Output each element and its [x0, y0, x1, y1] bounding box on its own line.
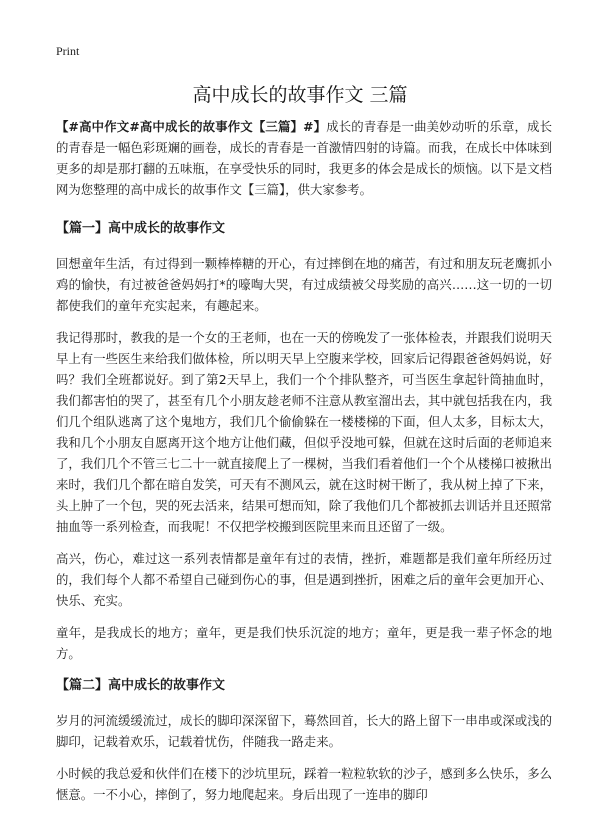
- intro-text: 成长的青春是一曲美妙动听的乐章，成长的青春是一幅色彩斑斓的画卷，成长的青春是一首激情四射的诗篇。而我，在成长中体味到更多的却是那打翻的五味瓶，在享受快乐的同时，我更多的体会是成长的烦恼。以下是文档网为您整理的高中成长的故事作文【三篇】，供大家参考。: [56, 119, 553, 197]
- paragraph: 回想童年生活，有过得到一颗棒棒糖的开心，有过摔倒在地的痛苦，有过和朋友玩老鹰抓小鸡的愉快，有过被爸爸妈妈打*的嚎啕大哭，有过成绩被父母奖励的高兴……这一切的一切都使我们的童年充实起来，有趣起来。: [56, 256, 552, 313]
- article-body: [56, 116, 552, 816]
- paragraph: 小时候的我总爱和伙伴们在楼下的沙坑里玩，踩着一粒粒软软的沙子，感到多么快乐，多么惬意。一不小心，摔倒了，努力地爬起来。身后出现了一连串的脚印: [56, 766, 552, 802]
- page-title: 高中成长的故事作文 三篇: [192, 84, 408, 106]
- paragraph: 高兴，伤心，难过这一系列表情都是童年有过的表情，挫折，难题都是我们童年所经历过的，我们每个人都不希望自己碰到伤心的事，但是遇到挫折，困难之后的童年会更加开心、快乐、充实。: [56, 551, 552, 608]
- paragraph: 岁月的河流缓缓流过，成长的脚印深深留下，蓦然回首，长大的路上留下一串串或深或浅的脚印，记载着欢乐，记载着忧伤，伴随我一路走来。: [56, 713, 552, 749]
- intro-tags: 【#高中作文#高中成长的故事作文【三篇】#】: [56, 119, 327, 134]
- print-link[interactable]: Print: [56, 44, 80, 58]
- paragraph: 我记得那时，教我的是一个女的王老师，也在一天的傍晚发了一张体检表，并跟我们说明天早上有一些医生来给我们做体检，所以明天早上空腹来学校，回家后记得跟爸爸妈妈说，好吗？我们全班都说好。到了第2天早上，我们一个个排队整齐，可当医生拿起针筒抽血时，我们都害怕的哭了，甚至有几个小朋友趁老师不注意从教室溜出去，其中就包括我在内，我们几个组队逃离了这个鬼地方，我们几个偷偷躲在一楼楼梯的下面，但人太多，目标太大，我和几个小朋友自愿离开这个地方让他们藏，但似乎没地可躲，但就在这时后面的老师追来了，我们几个不管三七二十一就直接爬上了一棵树，当我们看着他们一个个从楼梯口被揪出来时，我们几个都在暗自发笑，可天有不测风云，就在这时树干断了，我从树上掉了下来，头上肿了一个包，哭的死去活来，结果可想而知，除了我他们几个都被抓去训话并且还照常抽血等一系列检查，而我呢！不仅把学校搬到医院里来而且还留了一级。: [56, 330, 552, 534]
- section-heading: 【篇一】高中成长的故事作文: [56, 221, 226, 236]
- intro-paragraph: [56, 116, 552, 200]
- section-heading: 【篇二】高中成长的故事作文: [56, 678, 226, 693]
- paragraph: 童年，是我成长的地方；童年，更是我们快乐沉淀的地方；童年，更是我一辈子怀念的地方。: [56, 625, 552, 661]
